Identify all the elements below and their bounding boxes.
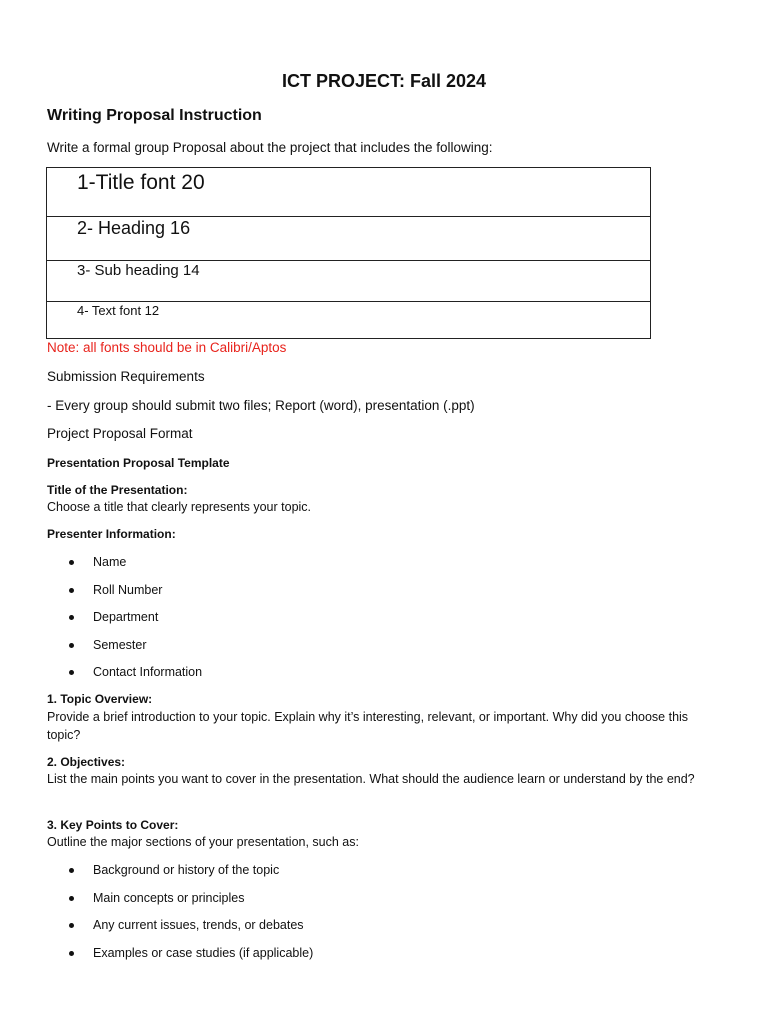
font-size-table: [46, 167, 651, 339]
list-item-text: Semester: [93, 637, 147, 652]
bullet-icon: [69, 643, 74, 648]
font-table-row: [47, 302, 651, 339]
key-points-label: 3. Key Points to Cover:: [47, 818, 179, 832]
list-item: [47, 583, 202, 611]
bullet-icon: [69, 560, 74, 565]
bullet-icon: [69, 951, 74, 956]
objectives-label: 2. Objectives:: [47, 755, 126, 769]
writing-proposal-heading: Writing Proposal Instruction: [47, 107, 262, 124]
list-item-text: Any current issues, trends, or debates: [93, 918, 304, 932]
font-table-cell: [47, 302, 651, 339]
title-section-text: Choose a title that clearly represents your topic.: [47, 500, 312, 514]
font-table-row: [47, 217, 651, 261]
presenter-info-list: [47, 555, 202, 693]
list-item-text: Background or history of the topic: [93, 863, 280, 877]
list-item-text: Contact Information: [93, 665, 203, 679]
bullet-icon: [69, 868, 74, 873]
bullet-icon: [69, 923, 74, 928]
topic-overview-label: 1. Topic Overview:: [47, 692, 153, 706]
list-item-text: Roll Number: [93, 582, 163, 597]
list-item-text: Main concepts or principles: [93, 890, 245, 905]
title-font-spec: 1-Title font 20: [77, 171, 205, 194]
topic-overview-text: Provide a brief introduction to your topic. Explain why it’s interesting, relevant, or important. Why did you choose this topic?: [47, 710, 689, 742]
font-note: Note: all fonts should be in Calibri/Aptos: [47, 340, 287, 355]
submission-heading: Submission Requirements: [47, 369, 205, 384]
heading-font-spec: 2- Heading 16: [77, 218, 191, 238]
list-item: [47, 665, 202, 693]
template-heading: Presentation Proposal Template: [47, 456, 230, 470]
bullet-icon: [69, 615, 74, 620]
list-item: [47, 610, 202, 638]
list-item-text: Name: [93, 555, 127, 569]
submission-text: - Every group should submit two files; Report (word), presentation (.ppt): [47, 398, 475, 413]
font-table-row: [47, 261, 651, 302]
font-table-cell: [47, 261, 651, 302]
list-item-text: Department: [93, 610, 159, 624]
presenter-section-label: Presenter Information:: [47, 527, 176, 541]
bullet-icon: [69, 896, 74, 901]
list-item: [47, 946, 313, 974]
bullet-icon: [69, 670, 74, 675]
title-section-label: Title of the Presentation:: [47, 483, 188, 497]
text-font-spec: 4- Text font 12: [77, 303, 160, 318]
list-item: [47, 863, 313, 891]
font-table-cell: [47, 217, 651, 261]
font-table-row: [47, 168, 651, 217]
list-item: [47, 918, 313, 946]
list-item: [47, 555, 202, 583]
list-item: [47, 638, 202, 666]
key-points-text: Outline the major sections of your presentation, such as:: [47, 835, 359, 849]
objectives-text: List the main points you want to cover in the presentation. What should the audience learn or understand by the end?: [47, 772, 695, 786]
font-table-cell: [47, 168, 651, 217]
subheading-font-spec: 3- Sub heading 14: [77, 262, 200, 279]
key-points-list: [47, 863, 313, 973]
document-title: ICT PROJECT: Fall 2024: [281, 71, 487, 91]
intro-text: Write a formal group Proposal about the project that includes the following:: [47, 140, 493, 155]
bullet-icon: [69, 588, 74, 593]
list-item: [47, 891, 313, 919]
list-item-text: Examples or case studies (if applicable): [93, 945, 314, 960]
format-heading: Project Proposal Format: [47, 426, 193, 441]
